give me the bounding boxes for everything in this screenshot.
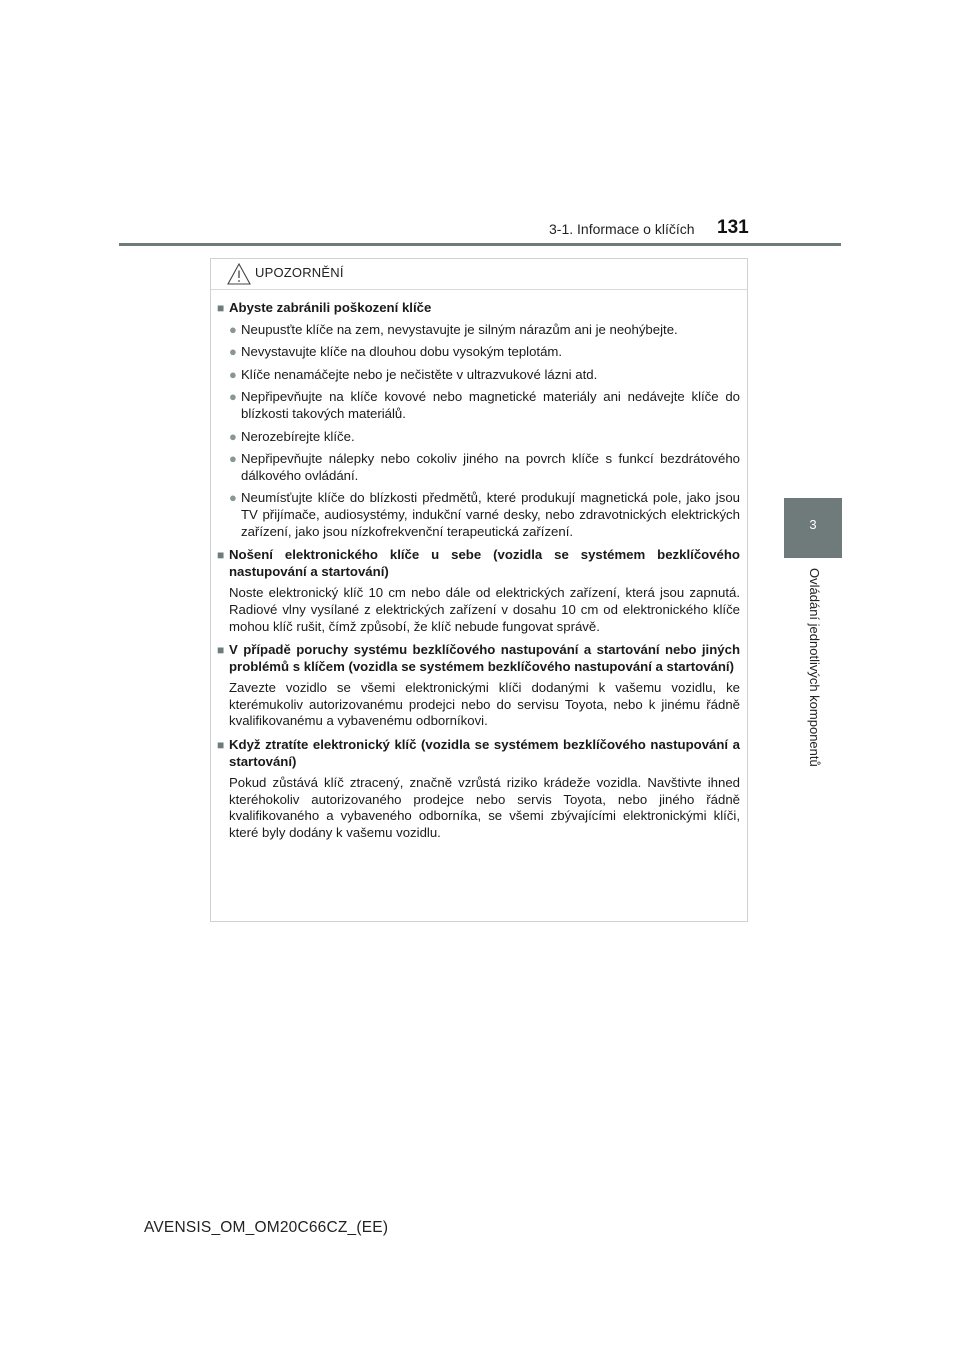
chapter-number: 3 <box>809 517 817 532</box>
section-paragraph: Noste elektronický klíč 10 cm nebo dále od elektrických zařízení, která jsou zapnutá. Radiové vlny vysílané z elektrických zařízení v dosahu 10 cm od elektronického klíče mohou klíč rušit, čímž způsobí, že klíč nebude fungovat správě. <box>229 585 740 634</box>
bullet-text: Nevystavujte klíče na dlouhou dobu vysokým teplotám. <box>241 344 563 360</box>
caution-section <box>217 642 740 730</box>
round-bullet-icon: ● <box>229 344 237 360</box>
chapter-tab <box>784 498 842 558</box>
caution-box <box>210 258 748 922</box>
section-title: Když ztratíte elektronický klíč (vozidla se systémem bezklíčového nastupování a startování) <box>229 737 740 769</box>
bullet-list <box>217 322 740 541</box>
caution-header <box>211 259 747 290</box>
caution-section <box>217 300 740 540</box>
square-bullet-icon: ■ <box>217 738 225 753</box>
page-number: 131 <box>717 217 749 238</box>
round-bullet-icon: ● <box>229 451 237 467</box>
bullet-text: Nerozebírejte klíče. <box>241 428 355 444</box>
caution-title: UPOZORNĚNÍ <box>255 265 344 280</box>
caution-body <box>211 290 747 842</box>
bullet-text: Nepřipevňujte na klíče kovové nebo magnetické materiály ani nedávejte klíče do blízkosti takových materiálů. <box>241 389 740 421</box>
section-heading <box>217 642 740 675</box>
section-heading <box>217 300 740 317</box>
list-item <box>217 367 740 384</box>
square-bullet-icon: ■ <box>217 301 225 315</box>
round-bullet-icon: ● <box>229 389 237 405</box>
list-item <box>217 322 740 339</box>
caution-section <box>217 737 740 842</box>
list-item <box>217 490 740 540</box>
footer-doc-code: AVENSIS_OM_OM20C66CZ_(EE) <box>144 1219 389 1236</box>
round-bullet-icon: ● <box>229 428 237 444</box>
bullet-text: Klíče nenamáčejte nebo je nečistěte v ultrazvukové lázni atd. <box>241 366 598 382</box>
header-section-title: 3-1. Informace o klíčích <box>549 221 695 237</box>
section-heading <box>217 547 740 580</box>
list-item <box>217 451 740 484</box>
round-bullet-icon: ● <box>229 366 237 382</box>
list-item <box>217 429 740 446</box>
section-heading <box>217 737 740 770</box>
square-bullet-icon: ■ <box>217 548 225 563</box>
section-title: V případě poruchy systému bezklíčového nastupování a startování nebo jiných problémů s klíčem (vozidla se systémem bezklíčového nastupování a startování) <box>229 642 740 674</box>
round-bullet-icon: ● <box>229 321 237 337</box>
bullet-text: Neumísťujte klíče do blízkosti předmětů, které produkují magnetická pole, jako jsou TV přijímače, audiosystémy, indukční varné desky, nebo zdravotnických elektrických zařízení, jako jsou nízkofrekvenční terapeutická zařízení. <box>241 490 740 539</box>
bullet-text: Nepřipevňujte nálepky nebo cokoliv jiného na povrch klíče s funkcí bezdrátového dálkového ovládání. <box>241 451 740 483</box>
section-title: Nošení elektronického klíče u sebe (vozidla se systémem bezklíčového nastupování a startování) <box>229 547 740 579</box>
list-item <box>217 389 740 422</box>
square-bullet-icon: ■ <box>217 643 225 658</box>
header-rule <box>119 243 841 246</box>
section-paragraph: Pokud zůstává klíč ztracený, značně vzrůstá riziko krádeže vozidla. Navštivte ihned kteréhokoliv autorizovaného prodejce nebo servis Toyota, nebo jiného řádně kvalifikovaného a vybaveného odborníka, se všemi zbývajícími elektronickými klíči, které byly dodány k vašemu vozidlu. <box>229 775 740 841</box>
warning-triangle-icon <box>227 263 251 285</box>
section-paragraph: Zavezte vozidlo se všemi elektronickými klíči dodanými k vašemu vozidlu, ke kterémukoliv autorizovanému prodejci nebo do servisu Toyota, nebo k jinému řádně kvalifikovanému a vybavenému odborníkovi. <box>229 680 740 729</box>
bullet-text: Neupusťte klíče na zem, nevystavujte je silným nárazům ani je neohýbejte. <box>241 321 678 337</box>
section-title: Abyste zabránili poškození klíče <box>229 300 432 315</box>
list-item <box>217 344 740 361</box>
round-bullet-icon: ● <box>229 490 237 506</box>
caution-section <box>217 547 740 635</box>
chapter-title-vertical: Ovládání jednotlivých komponentů <box>807 568 822 767</box>
